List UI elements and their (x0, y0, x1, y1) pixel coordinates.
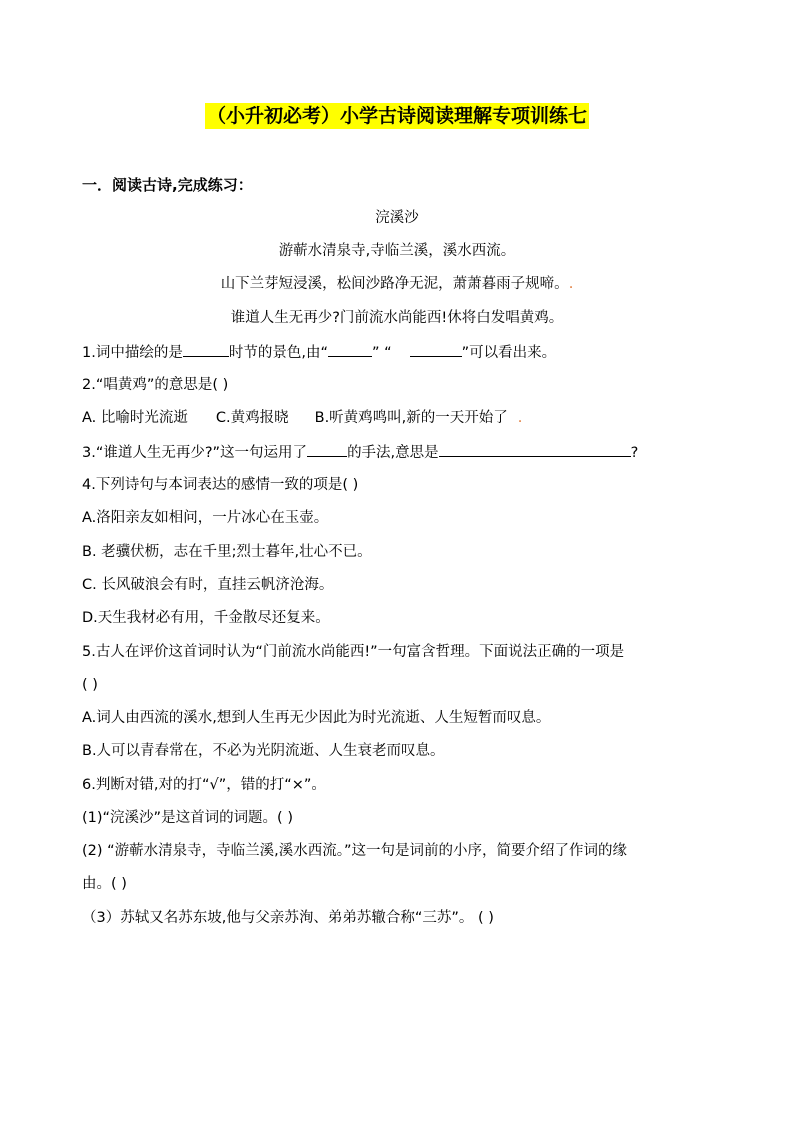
q1-text-a: 1.词中描绘的是 (82, 345, 183, 361)
q6-item-3: （3）苏轼又名苏东坡,他与父亲苏洵、弟弟苏辙合称“三苏”。 ( ) (82, 910, 494, 926)
question-3 (82, 442, 638, 463)
q4-option-c: C. 长风破浪会有时，直挂云帆济沧海。 (82, 577, 334, 593)
q5-answer-paren: ( ) (82, 677, 98, 693)
question-6: 6.判断对错,对的打“√”，错的打“×”。 (82, 777, 326, 793)
q3-blank-2[interactable] (439, 442, 631, 457)
q4-option-b: B. 老骥伏枥，志在千里;烈士暮年,壮心不已。 (82, 544, 372, 560)
q2-option-b: B.听黄鸡鸣叫,新的一天开始了 (314, 410, 508, 426)
q1-text-c: ” “ (371, 345, 392, 361)
question-2: 2.“唱黄鸡”的意思是( ) (82, 377, 229, 393)
question-5: 5.古人在评价这首词时认为“门前流水尚能西!”一句富含哲理。下面说法正确的一项是 (82, 644, 625, 660)
q5-option-a: A.词人由西流的溪水,想到人生再无少因此为时光流逝、人生短暂而叹息。 (82, 710, 551, 726)
page-title-wrap (0, 101, 794, 128)
poem-line-3: 谁道人生无再少?门前流水尚能西!休将白发唱黄鸡。 (230, 310, 564, 326)
section-heading: 一．阅读古诗,完成练习： (82, 176, 253, 194)
poem-line-2-wrap (0, 274, 794, 294)
q3-blank-1[interactable] (307, 442, 347, 457)
q4-option-a: A.洛阳亲友如相问，一片冰心在玉壶。 (82, 510, 329, 526)
question-2-options (82, 408, 522, 428)
stray-dot: . (568, 276, 574, 292)
q6-item-2-cont: 由。( ) (82, 876, 127, 892)
q3-text-a: 3.“谁道人生无再少?”这一句运用了 (82, 445, 308, 461)
q3-text-c: ? (630, 445, 639, 461)
poem-title: 浣溪沙 (375, 210, 419, 226)
q2-option-a: A. 比喻时光流逝 (82, 410, 188, 426)
q6-item-2: (2) “游蕲水清泉寺，寺临兰溪,溪水西流。”这一句是词前的小序，简要介绍了作词的缘 (82, 843, 628, 859)
q5-option-b: B.人可以青春常在，不必为光阴流逝、人生衰老而叹息。 (82, 743, 445, 759)
q3-text-b: 的手法,意思是 (347, 445, 439, 461)
page-title: （小升初必考）小学古诗阅读理解专项训练七 (206, 105, 587, 127)
q1-blank-2[interactable] (328, 342, 372, 357)
q1-text-d: ”可以看出来。 (461, 345, 557, 361)
poem-line-2: 山下兰芽短浸溪，松间沙路净无泥，萧萧暮雨子规啼。 (220, 276, 569, 292)
poem-line-1: 游蕲水清泉寺,寺临兰溪，溪水西流。 (278, 243, 516, 259)
q2-option-c: C.黄鸡报晓 (215, 410, 289, 426)
q6-item-1: (1)“浣溪沙”是这首词的词题。( ) (82, 810, 293, 826)
q2-stray-dot: . (517, 410, 523, 426)
question-1 (82, 342, 556, 363)
question-4: 4.下列诗句与本词表达的感情一致的项是( ) (82, 477, 359, 493)
q1-blank-1[interactable] (183, 342, 229, 357)
q1-blank-3[interactable] (410, 342, 462, 357)
q4-option-d: D.天生我材必有用，千金散尽还复来。 (82, 610, 330, 626)
q1-text-b: 时节的景色,由“ (228, 345, 328, 361)
